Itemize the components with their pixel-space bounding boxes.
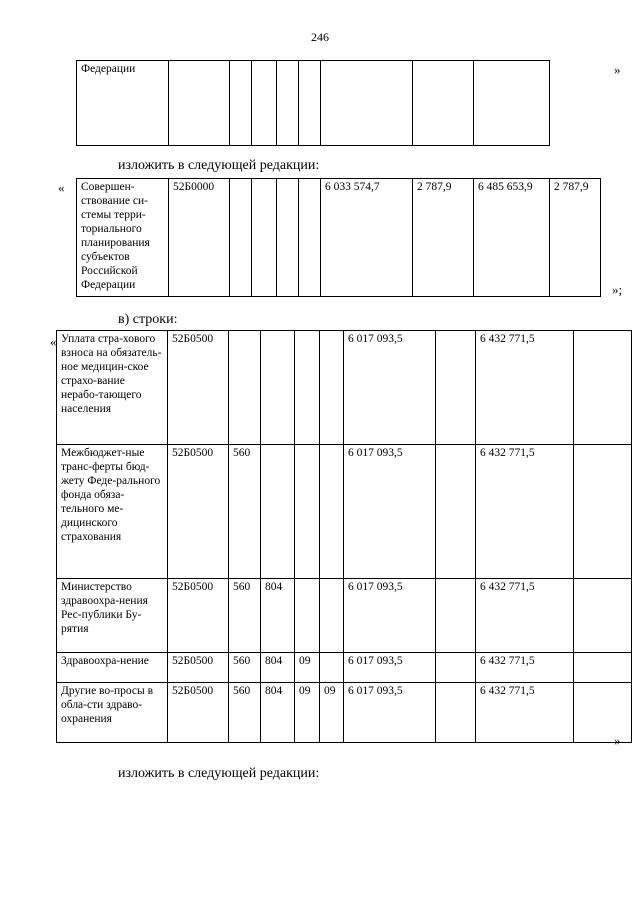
vr-cell	[229, 331, 261, 445]
value-cell-1: 6 017 093,5	[344, 579, 436, 653]
closing-quote-bottom: »	[614, 733, 621, 748]
gr-cell	[261, 331, 295, 445]
table-row	[57, 653, 632, 683]
value-cell-4	[574, 445, 632, 579]
value-cell-1: 6 017 093,5	[344, 331, 436, 445]
value-cell-3: 6 432 771,5	[476, 331, 574, 445]
code-cell: 52Б0500	[168, 683, 229, 743]
code-cell: 52Б0500	[168, 653, 229, 683]
table-row	[57, 579, 632, 653]
gr-cell	[261, 445, 295, 579]
value-cell-3: 6 485 653,9	[474, 179, 550, 297]
code-cell: 52Б0500	[168, 579, 229, 653]
value-cell-1: 6 017 093,5	[344, 445, 436, 579]
value-cell-1: 6 017 093,5	[344, 653, 436, 683]
code-cell: 52Б0000	[169, 179, 230, 297]
row-name-cell: Уплата стра-хового взноса на обязатель-ное медицин-ское страхо-вание нерабо-тающего населения	[57, 331, 168, 445]
gr-cell: 804	[261, 653, 295, 683]
value-cell-2: 2 787,9	[413, 179, 474, 297]
table-row	[57, 331, 632, 445]
instruction-text-3: изложить в следующей редакции:	[118, 766, 320, 781]
rz-cell: 09	[295, 683, 320, 743]
value-cell-1: 6 033 574,7	[321, 179, 413, 297]
pr-cell: 09	[320, 683, 344, 743]
value-cell-2	[436, 683, 476, 743]
vr-cell: 560	[229, 445, 261, 579]
opening-quote-bottom: «	[50, 334, 57, 349]
page-number: 246	[311, 30, 329, 44]
value-cell-4	[574, 683, 632, 743]
closing-quote-top: »	[614, 62, 621, 77]
vr-cell: 560	[229, 653, 261, 683]
value-cell-3: 6 432 771,5	[476, 653, 574, 683]
row-name-cell: Совершен-ствование си-стемы терри-ториального планирования субъектов Российской Федерации	[77, 179, 169, 297]
row-name-cell: Межбюджет-ные транс-ферты бюд-жету Феде-рального фонда обяза-тельного ме-дицинского страхования	[57, 445, 168, 579]
instruction-text-2: в) строки:	[118, 312, 178, 327]
table-row	[57, 445, 632, 579]
gr-cell: 804	[261, 683, 295, 743]
row-name-cell: Федерации	[77, 61, 169, 146]
row-name-cell: Здравоохра-нение	[57, 653, 168, 683]
vr-cell: 560	[229, 683, 261, 743]
code-cell: 52Б0500	[168, 331, 229, 445]
vr-cell: 560	[229, 579, 261, 653]
code-cell: 52Б0500	[168, 445, 229, 579]
row-name-cell: Министерство здравоохра-нения Рес-публики Бу-рятия	[57, 579, 168, 653]
value-cell-2	[436, 653, 476, 683]
value-cell-2	[436, 579, 476, 653]
table-top-fragment	[76, 60, 550, 146]
value-cell-4	[574, 579, 632, 653]
value-cell-3: 6 432 771,5	[476, 445, 574, 579]
value-cell-3: 6 432 771,5	[476, 683, 574, 743]
value-cell-2	[436, 445, 476, 579]
gr-cell: 804	[261, 579, 295, 653]
closing-quote-mid: »;	[612, 282, 623, 297]
value-cell-1: 6 017 093,5	[344, 683, 436, 743]
table-mid	[76, 178, 601, 297]
value-cell-4	[574, 653, 632, 683]
pr-cell	[320, 445, 344, 579]
rz-cell	[295, 331, 320, 445]
pr-cell	[320, 653, 344, 683]
instruction-text-1: изложить в следующей редакции:	[118, 158, 320, 173]
rz-cell	[295, 445, 320, 579]
row-name-cell: Другие во-просы в обла-сти здраво-охранения	[57, 683, 168, 743]
value-cell-4	[574, 331, 632, 445]
opening-quote-mid: «	[58, 180, 65, 195]
rz-cell	[295, 579, 320, 653]
rz-cell: 09	[295, 653, 320, 683]
pr-cell	[320, 331, 344, 445]
pr-cell	[320, 579, 344, 653]
value-cell-3: 6 432 771,5	[476, 579, 574, 653]
value-cell-4: 2 787,9	[550, 179, 601, 297]
value-cell-2	[436, 331, 476, 445]
table-row	[57, 683, 632, 743]
table-bottom	[56, 330, 632, 743]
